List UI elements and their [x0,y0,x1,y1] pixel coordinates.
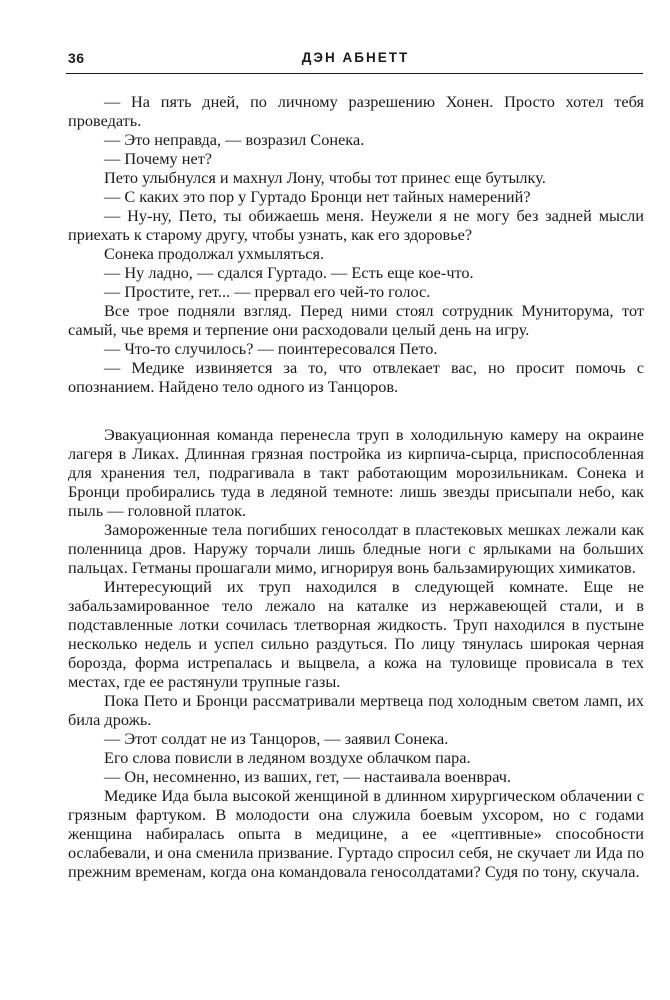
paragraph: — Почему нет? [104,149,213,168]
paragraph: Интересующий их труп находился в следующей комнате. Еще не забальзамированное тело лежало на каталке из нержавеющей стали, и в подставленные лотки сочилась тлетворная жидкость. Труп находился в пустыне несколько недель и успел сильно раздуться. По лицу тянулась широкая черная борозда, форма истрепалась и выцвела, а кожа на туловище провисала в тех местах, где ее растянули трупные газы. [68,577,644,691]
paragraph: — Он, несомненно, из ваших, гет, — настаивала военврач. [104,767,512,786]
paragraph: Пето улыбнулся и махнул Лону, чтобы тот принес еще бутылку. [104,168,546,187]
page-number: 36 [68,50,85,66]
paragraph: Сонека продолжал ухмыляться. [104,244,325,263]
paragraph: — На пять дней, по личному разрешению Хонен. Просто хотел тебя проведать. [68,92,644,130]
paragraph: — Этот солдат не из Танцоров, — заявил Сонека. [104,729,449,748]
paragraph: Эвакуационная команда перенесла труп в холодильную камеру на окраине лагеря в Ликах. Длинная грязная постройка из кирпича-сырца, приспособленная для хранения тел, подрагивала в такт работающим морозильникам. Сонека и Бронци пробирались туда в ледяной темноте: лишь звезды присыпали небо, как пыль — головной платок. [68,425,644,520]
running-title: ДЭН АБНЕТТ [301,50,410,65]
paragraph: — Это неправда, — возразил Сонека. [104,130,365,149]
paragraph: Пока Пето и Бронци рассматривали мертвеца под холодным светом ламп, их била дрожь. [68,691,644,729]
paragraph: — Ну ладно, — сдался Гуртадо. — Есть еще кое-что. [104,263,474,282]
section-break [68,396,644,425]
paragraph: — Медике извиняется за то, что отвлекает вас, но просит помочь с опознанием. Найдено тело одного из Танцоров. [68,358,644,396]
paragraph: — С каких это пор у Гуртадо Бронци нет тайных намерений? [104,187,531,206]
paragraph: Все трое подняли взгляд. Перед ними стоял сотрудник Муниторума, тот самый, чье время и терпение они расходовали целый день на игру. [68,301,644,339]
running-header [68,48,643,72]
paragraph: — Что-то случилось? — поинтересовался Пето. [104,339,438,358]
paragraph: Медике Ида была высокой женщиной в длинном хирургическом облачении с грязным фартуком. В молодости она служила боевым ухсором, но с годами женщина набиралась опыта в медицине, а ее «цептивные» способности ослабевали, и она сменила призвание. Гуртадо спросил себя, не скучает ли Ида по прежним временам, когда она командовала геносолдатами? Судя по тону, скучала. [68,786,644,881]
paragraph: — Ну-ну, Пето, ты обижаешь меня. Неужели я не могу без задней мысли приехать к старому другу, чтобы узнать, как его здоровье? [68,206,644,244]
header-rule [66,73,643,74]
paragraph: Замороженные тела погибших геносолдат в пластековых мешках лежали как поленница дров. Наружу торчали лишь бледные ноги с ярлыками на больших пальцах. Гетманы прошагали мимо, игнорируя вонь бальзамирующих химикатов. [68,520,644,577]
paragraph: — Простите, гет... — прервал его чей-то голос. [104,282,431,301]
paragraph: Его слова повисли в ледяном воздухе облачком пара. [104,748,471,767]
body-text [68,92,644,881]
